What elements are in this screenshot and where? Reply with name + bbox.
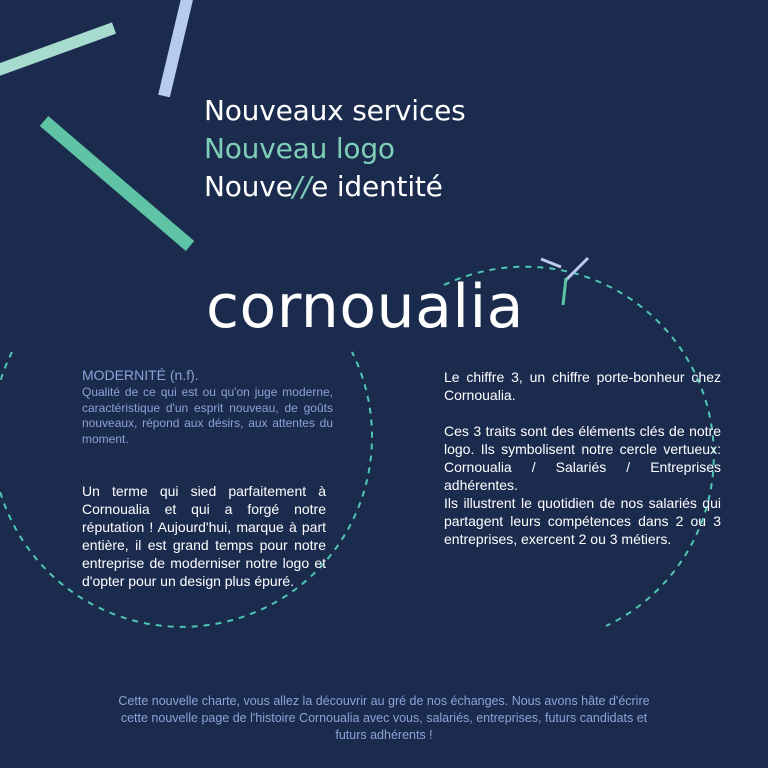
definition-title: MODERNITÉ (n.f). bbox=[82, 367, 199, 383]
headline-identity-slash: // bbox=[292, 170, 312, 203]
left-paragraph: Un terme qui sied parfaitement à Cornoualia et qui a forgé notre réputation ! Aujourd'hui, marque à part entière, il est grand temps pour notre entreprise de moderniser notre logo et d'opter pour un design plus épuré. bbox=[82, 483, 326, 589]
brand-logo-wordmark: cornoualia bbox=[206, 272, 524, 342]
decor-stroke-blue bbox=[164, 0, 188, 96]
headline-services: Nouveaux services bbox=[204, 94, 466, 127]
logo-accent-stroke-1 bbox=[541, 259, 561, 267]
right-paragraph-2: Ces 3 traits sont des éléments clés de notre logo. Ils symbolisent notre cercle vertueux: Cornoualia / Salariés / Entreprises adhérentes. bbox=[444, 423, 721, 493]
headline-identity bbox=[204, 168, 465, 206]
definition-text: Qualité de ce qui est ou qu'on juge moderne, caractéristique d'un esprit nouveau, de goûts nouveaux, répond aux désirs, aux attentes du moment. bbox=[82, 385, 333, 446]
headline-block bbox=[204, 92, 465, 206]
headline-logo: Nouveau logo bbox=[204, 132, 395, 165]
headline-identity-start: Nouve bbox=[204, 170, 293, 203]
logo-accent-stroke-3 bbox=[563, 278, 566, 305]
decor-stroke-teal bbox=[44, 121, 190, 246]
footer-text: Cette nouvelle charte, vous allez la découvrir au gré de nos échanges. Nous avons hâte d'écrire cette nouvelle page de l'histoire Cornoualia avec vous, salariés, entreprises, futurs candidats et futurs adhérents ! bbox=[118, 694, 650, 742]
right-text-block bbox=[444, 368, 721, 548]
decor-stroke-mint bbox=[0, 28, 114, 73]
right-paragraph-3: Ils illustrent le quotidien de nos salariés qui partagent leurs compétences dans 2 ou 3 entreprises, exercent 2 ou 3 métiers. bbox=[444, 495, 721, 547]
headline-identity-end: e identité bbox=[311, 170, 443, 203]
right-paragraph-1: Le chiffre 3, un chiffre porte-bonheur chez Cornoualia. bbox=[444, 369, 721, 403]
